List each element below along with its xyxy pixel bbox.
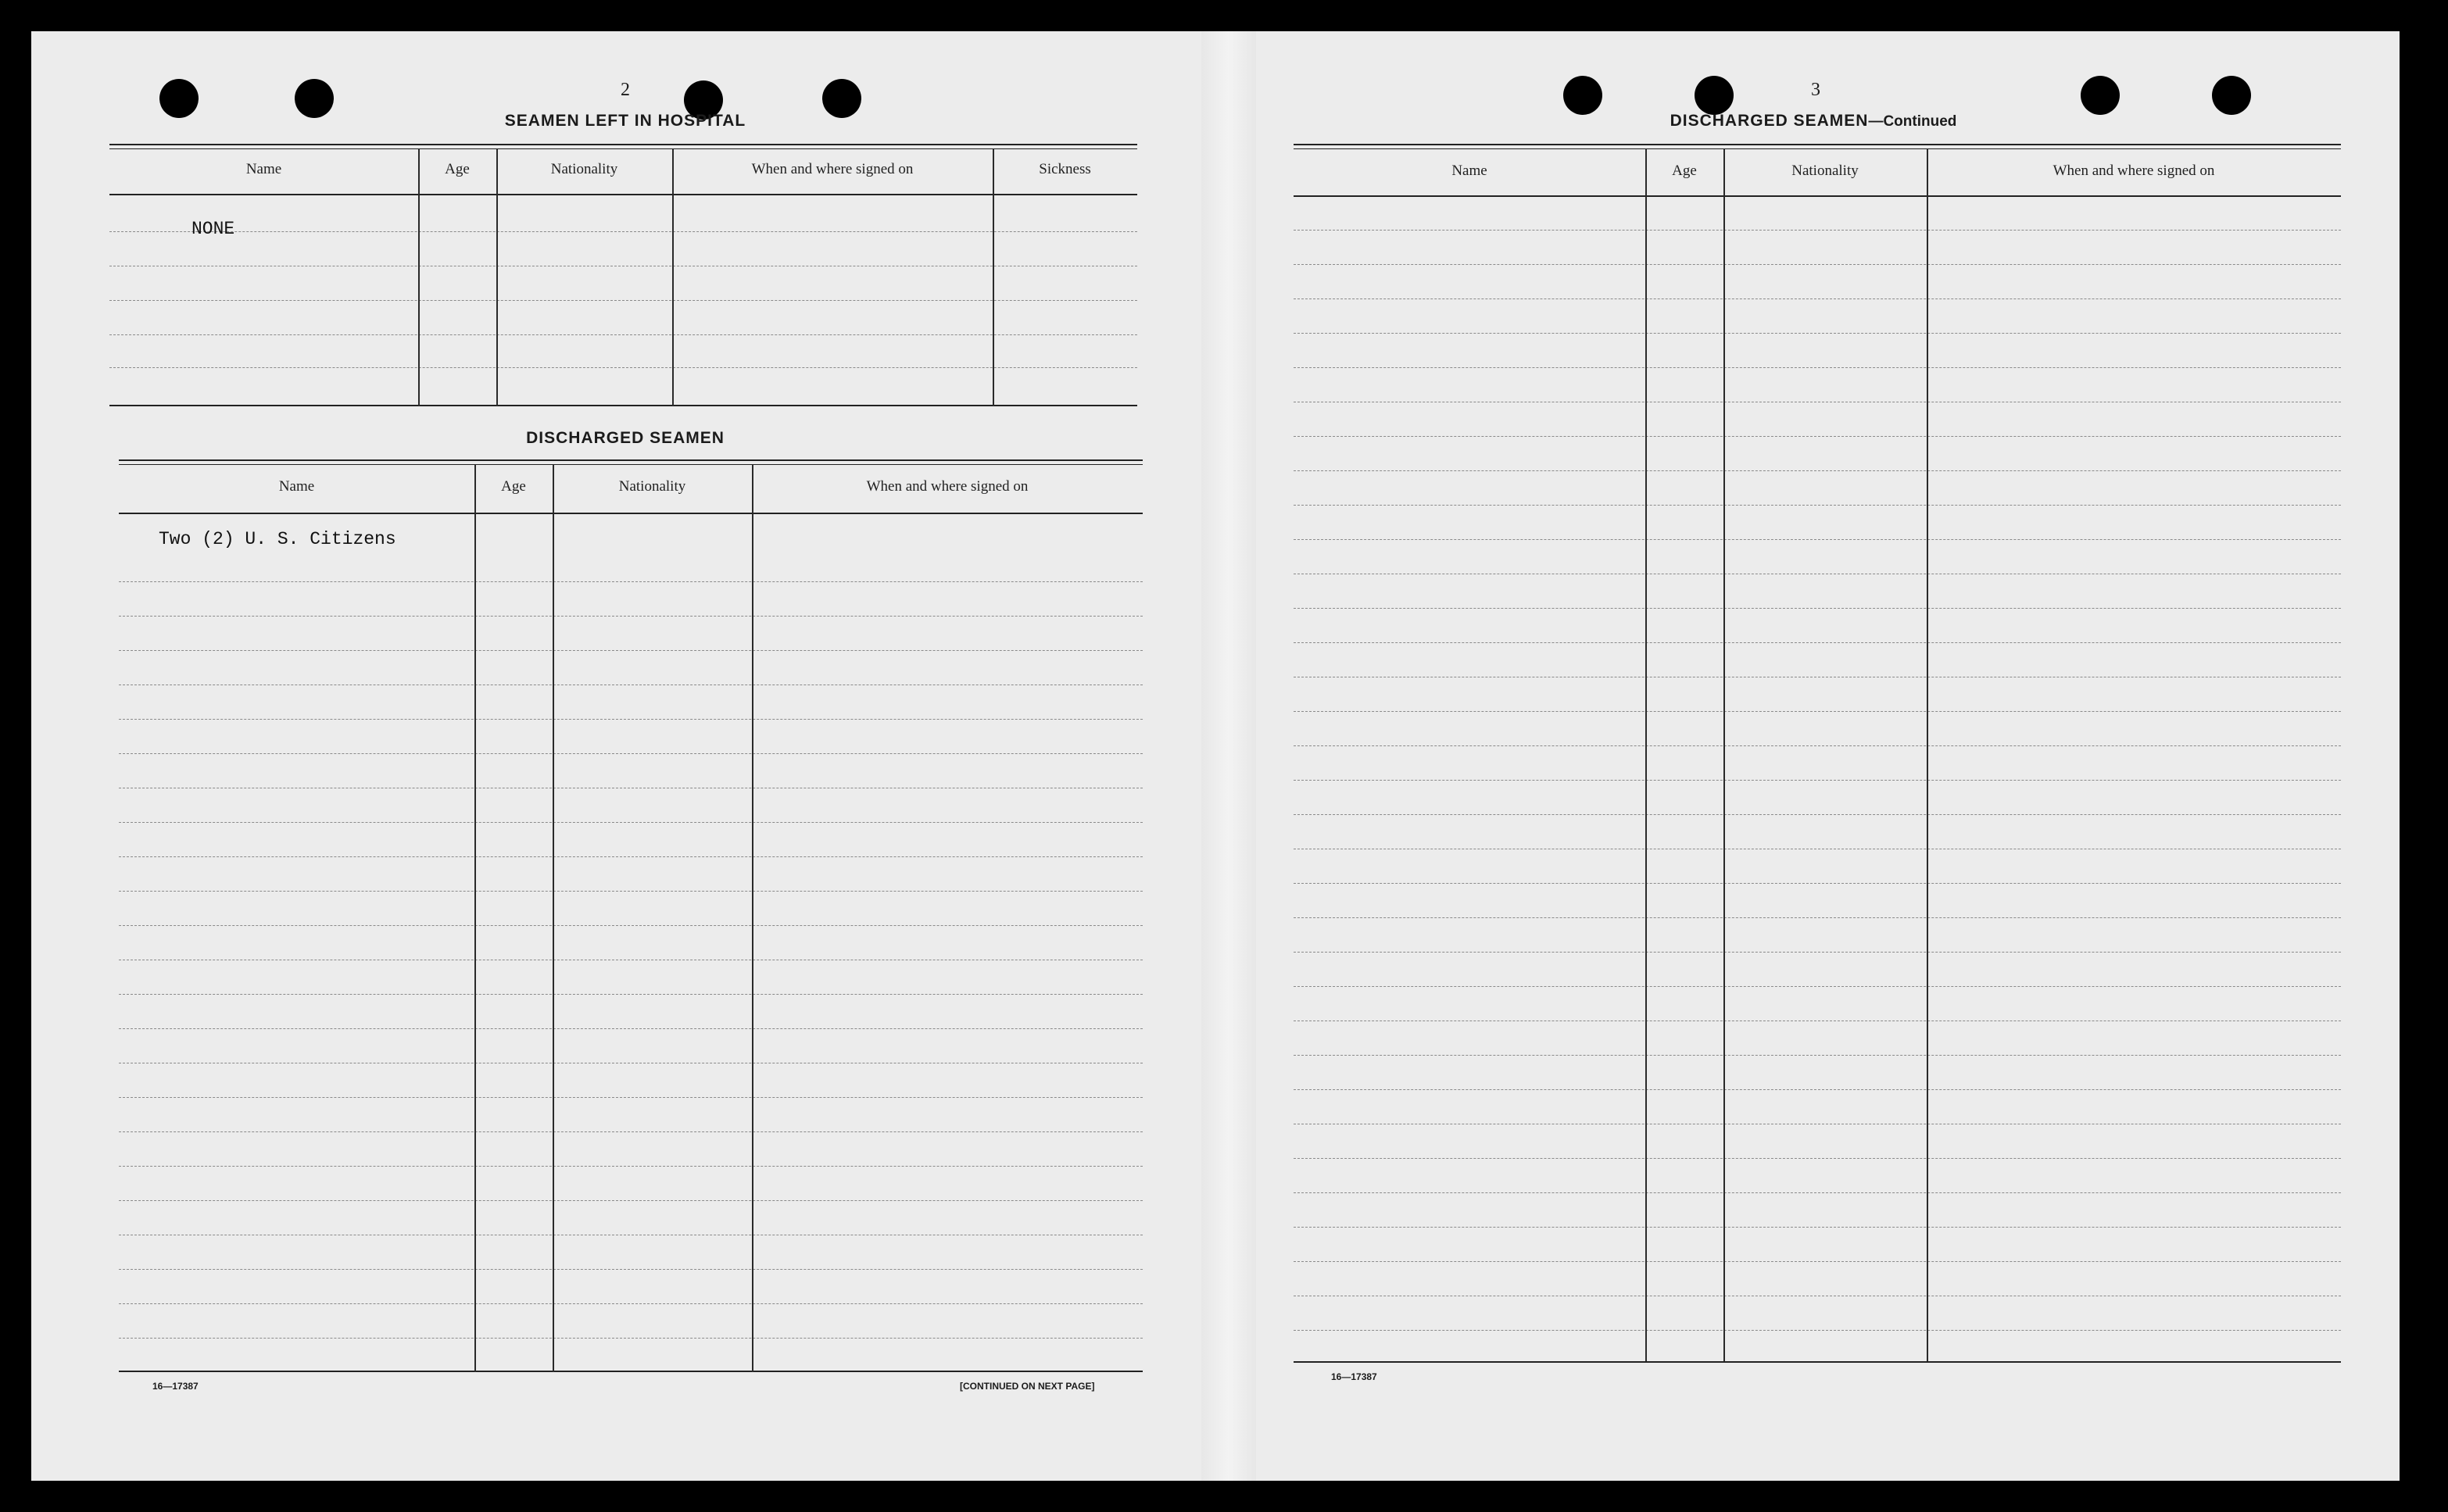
- continued-col-age: Age: [1672, 163, 1697, 179]
- hospital-section-title: SEAMEN LEFT IN HOSPITAL: [504, 112, 746, 130]
- ruled-line: [119, 719, 1143, 720]
- ruled-line: [119, 1131, 1143, 1132]
- ruled-line: [1294, 780, 2341, 781]
- discharged-continued-table: [1294, 141, 2341, 1367]
- discharged-col-age: Age: [501, 478, 526, 495]
- ruled-line: [119, 1338, 1143, 1339]
- ruled-line: [119, 1200, 1143, 1201]
- ruled-line: [1294, 814, 2341, 815]
- ruled-line: [1294, 1158, 2341, 1159]
- discharged-continued-suffix: —Continued: [1868, 113, 1957, 130]
- hospital-table: [109, 141, 1137, 410]
- ruled-line: [1294, 642, 2341, 643]
- discharged-table: [119, 456, 1143, 1374]
- ruled-line: [1294, 745, 2341, 746]
- punch-hole: [159, 79, 199, 118]
- punch-hole: [295, 79, 334, 118]
- discharged-continued-title: [1548, 112, 2079, 130]
- ruled-line: [1294, 711, 2341, 712]
- ruled-line: [1294, 917, 2341, 918]
- ruled-line: [1294, 298, 2341, 299]
- ruled-line: [1294, 1089, 2341, 1090]
- ruled-line: [119, 650, 1143, 651]
- continued-note: [CONTINUED ON NEXT PAGE]: [960, 1381, 1095, 1392]
- continued-col-signed-on: When and where signed on: [2053, 163, 2215, 179]
- discharged-col-nationality: Nationality: [618, 478, 686, 495]
- hospital-col-signed-on: When and where signed on: [751, 161, 914, 177]
- ruled-line: [119, 925, 1143, 926]
- hospital-entry-name: NONE: [191, 219, 235, 239]
- page-fold: [1201, 31, 1256, 1481]
- discharged-section-title: DISCHARGED SEAMEN: [526, 429, 725, 447]
- ruled-line: [119, 1303, 1143, 1304]
- discharged-col-signed-on: When and where signed on: [866, 478, 1029, 495]
- ruled-line: [119, 994, 1143, 995]
- ruled-line: [1294, 608, 2341, 609]
- ruled-line: [1294, 1192, 2341, 1193]
- ruled-line: [1294, 505, 2341, 506]
- ruled-line: [119, 1166, 1143, 1167]
- ruled-line: [1294, 436, 2341, 437]
- punch-hole: [1695, 76, 1734, 115]
- ruled-line: [1294, 883, 2341, 884]
- ruled-line: [1294, 367, 2341, 368]
- ruled-line: [1294, 952, 2341, 953]
- discharged-continued-title-main: DISCHARGED SEAMEN: [1670, 112, 1869, 130]
- ruled-line: [119, 616, 1143, 617]
- ruled-line: [1294, 1330, 2341, 1331]
- punch-hole: [1563, 76, 1602, 115]
- ruled-line: [1294, 470, 2341, 471]
- punch-hole: [2212, 76, 2251, 115]
- continued-col-nationality: Nationality: [1791, 163, 1859, 179]
- ruled-line: [119, 1269, 1143, 1270]
- ruled-line: [119, 822, 1143, 823]
- ruled-line: [1294, 986, 2341, 987]
- punch-hole: [2081, 76, 2120, 115]
- ruled-line: [119, 1097, 1143, 1098]
- ruled-line: [1294, 333, 2341, 334]
- ruled-line: [1294, 230, 2341, 231]
- hospital-col-name: Name: [245, 161, 282, 177]
- form-number-left: 16—17387: [152, 1381, 199, 1392]
- page-number-left: 2: [621, 80, 630, 100]
- ruled-line: [119, 891, 1143, 892]
- ruled-line: [119, 1028, 1143, 1029]
- ruled-line: [1294, 264, 2341, 265]
- hospital-col-sickness: Sickness: [1039, 161, 1091, 177]
- ruled-line: [1294, 539, 2341, 540]
- page-number-right: 3: [1811, 80, 1820, 100]
- discharged-col-name: Name: [278, 478, 315, 495]
- ruled-line: [119, 581, 1143, 582]
- continued-col-name: Name: [1451, 163, 1487, 179]
- hospital-col-age: Age: [445, 161, 470, 177]
- ruled-line: [1294, 1055, 2341, 1056]
- ruled-line: [1294, 1261, 2341, 1262]
- ruled-line: [119, 753, 1143, 754]
- discharged-entry-name: Two (2) U. S. Citizens: [159, 529, 396, 549]
- ruled-line: [1294, 1227, 2341, 1228]
- hospital-col-nationality: Nationality: [550, 161, 618, 177]
- ruled-line: [119, 856, 1143, 857]
- form-number-right: 16—17387: [1331, 1371, 1377, 1382]
